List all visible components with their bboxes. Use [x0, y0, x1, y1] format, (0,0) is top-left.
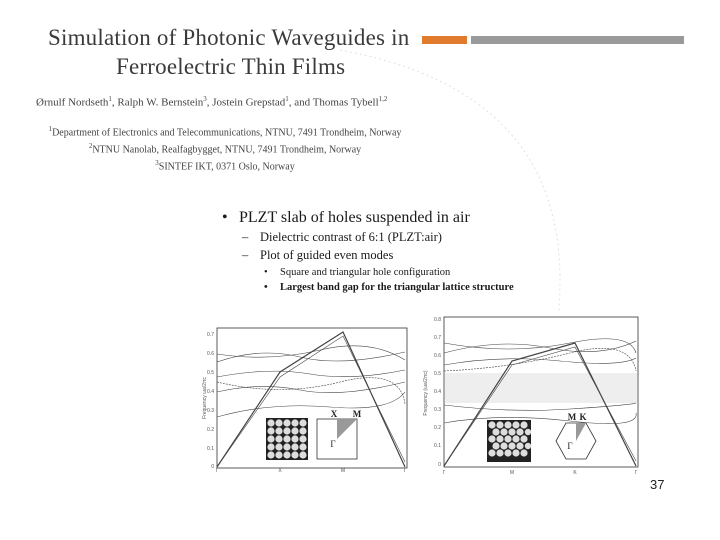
svg-text:0.6: 0.6: [434, 353, 441, 359]
affiliation-3: $^3$SINTEF IKT, 0371 Oslo, Norway: [155, 158, 295, 172]
affiliation-1: $^1$Department of Electronics and Telecommunications, NTNU, 7491 Trondheim, Norway: [48, 125, 402, 139]
bullet-level-3b: • Largest band gap for the triangular lattice structure: [264, 282, 514, 293]
svg-text:Γ: Γ: [567, 441, 573, 451]
band-gap-region: [445, 373, 637, 403]
bullet-level-3a: • Square and triangular hole configuration: [264, 267, 451, 278]
svg-text:M: M: [340, 468, 346, 472]
svg-text:0.3: 0.3: [434, 407, 441, 413]
svg-text:Γ: Γ: [403, 468, 407, 472]
hexagonal-brillouin-zone-icon: [556, 412, 596, 459]
left-yticks: [207, 332, 214, 470]
left-xticks: [216, 468, 407, 472]
authors-line: Ørnulf Nordseth$^1$, Ralph W. Bernstein$^3$, Jostein Grepstad$^1$, and Thomas Tybell$^{1,2}$: [36, 95, 388, 109]
slide-number: 37: [650, 477, 665, 492]
left-band-lines: [217, 332, 405, 467]
left-ylabel: Frequency ωa/2πc: [202, 377, 208, 419]
svg-text:0.7: 0.7: [434, 335, 441, 341]
bullet-level-2a: – Dielectric contrast of 6:1 (PLZT:air): [242, 230, 442, 244]
bullet-level-2b: – Plot of guided even modes: [242, 248, 394, 262]
svg-text:M: M: [567, 412, 577, 422]
svg-text:0: 0: [211, 464, 214, 470]
svg-text:0.1: 0.1: [434, 443, 441, 449]
author-4: , and Thomas Tybell: [288, 96, 379, 109]
band-structure-plot-triangular: [420, 313, 644, 475]
svg-text:Γ: Γ: [634, 470, 638, 475]
svg-text:K: K: [579, 412, 587, 422]
bullet-level-1: • PLZT slab of holes suspended in air: [222, 209, 470, 226]
bullet-list: [222, 209, 514, 293]
affiliations: [30, 123, 420, 173]
svg-text:0.5: 0.5: [207, 370, 214, 376]
svg-text:0: 0: [438, 462, 441, 468]
svg-text:X: X: [278, 468, 282, 472]
svg-text:K: K: [573, 470, 577, 475]
svg-text:0.4: 0.4: [207, 389, 214, 395]
accent-bar-gray: [471, 36, 684, 44]
band-structure-plot-square: [200, 322, 412, 472]
svg-text:X: X: [330, 409, 338, 419]
title-line-2: Ferroelectric Thin Films: [116, 54, 346, 79]
svg-text:M: M: [509, 470, 515, 475]
title-line-1: Simulation of Photonic Waveguides in: [48, 25, 410, 50]
svg-text:0.7: 0.7: [207, 332, 214, 338]
svg-text:0.2: 0.2: [207, 427, 214, 433]
svg-text:0.6: 0.6: [207, 351, 214, 357]
svg-text:0.5: 0.5: [434, 371, 441, 377]
svg-text:Γ: Γ: [442, 470, 446, 475]
right-ylabel: Frequency (ωa/2πc): [423, 370, 429, 416]
svg-text:0.1: 0.1: [207, 446, 214, 452]
svg-text:0.2: 0.2: [434, 425, 441, 431]
author-3: , Jostein Grepstad: [206, 96, 286, 109]
right-xticks: [443, 470, 638, 475]
triangular-lattice-icon: [487, 420, 531, 462]
svg-text:Γ: Γ: [215, 468, 219, 472]
svg-text:0.3: 0.3: [207, 408, 214, 414]
square-lattice-icon: [266, 418, 308, 460]
accent-bar-orange: [422, 36, 467, 44]
square-brillouin-zone-icon: [317, 409, 362, 459]
svg-text:Γ: Γ: [330, 439, 336, 449]
author-1: Ørnulf Nordseth: [36, 96, 109, 109]
svg-text:M: M: [352, 409, 362, 419]
author-2: , Ralph W. Bernstein: [111, 96, 204, 109]
affiliation-2: $^2$NTNU Nanolab, Realfagbygget, NTNU, 7491 Trondheim, Norway: [88, 141, 362, 156]
svg-text:0.4: 0.4: [434, 389, 441, 395]
svg-text:0.8: 0.8: [434, 317, 441, 323]
right-yticks: [434, 317, 441, 468]
